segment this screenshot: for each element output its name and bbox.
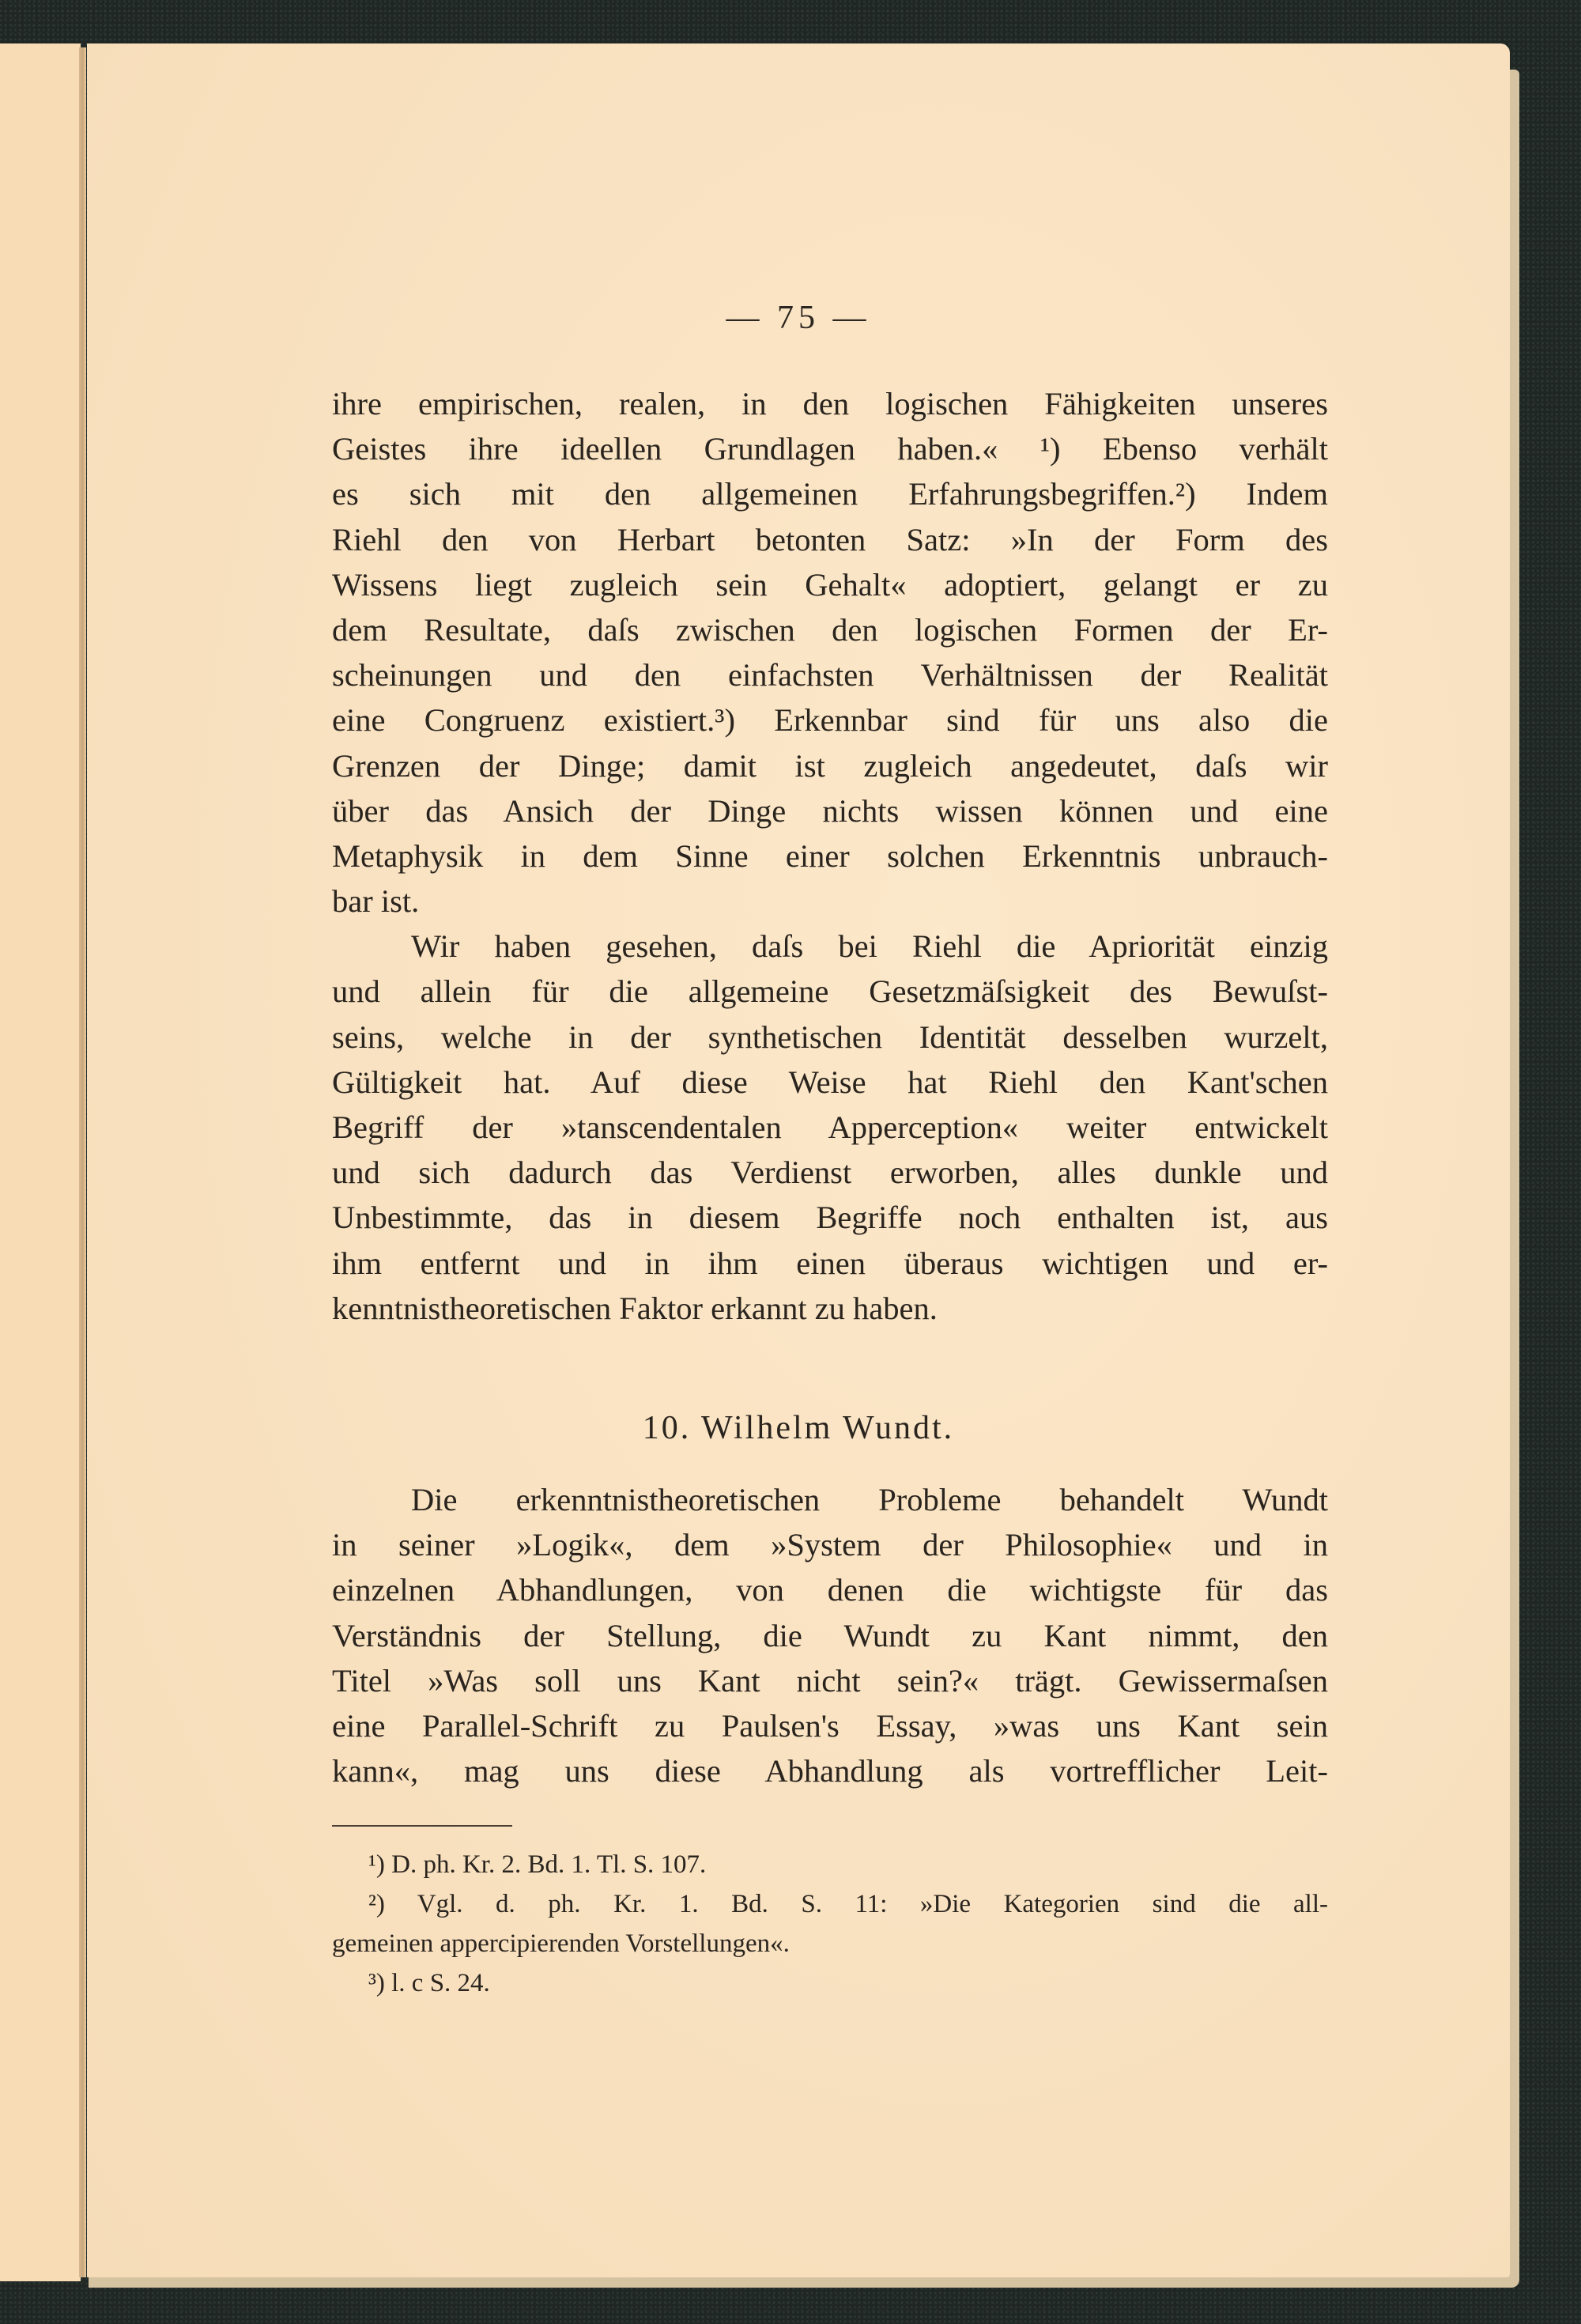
text-line: ihm entfernt und in ihm einen überaus wichtigen und er-	[332, 1245, 1328, 1281]
text-line: Grenzen der Dinge; damit ist zugleich angedeutet, daſs wir	[332, 747, 1328, 784]
text-line: Wir haben gesehen, daſs bei Riehl die Apriorität einzig	[411, 928, 1328, 965]
text-line: ihre empirischen, realen, in den logischen Fähigkeiten unseres	[332, 386, 1328, 421]
page-number: — 75 —	[726, 300, 871, 336]
text-line: Verständnis der Stellung, die Wundt zu Kant nimmt, den	[332, 1617, 1328, 1653]
text-line: und allein für die allgemeine Gesetzmäſsigkeit des Bewuſst-	[332, 973, 1328, 1010]
text-line: Riehl den von Herbart betonten Satz: »In der Form des	[332, 521, 1328, 557]
section-heading: 10. Wilhelm Wundt.	[642, 1410, 955, 1446]
text-line: und sich dadurch das Verdienst erworben, alles dunkle und	[332, 1154, 1328, 1191]
text-line: eine Parallel-Schrift zu Paulsen's Essay, »was uns Kant sein	[332, 1707, 1328, 1744]
text-line: es sich mit den allgemeinen Erfahrungsbegriffen.²) Indem	[332, 476, 1328, 512]
page-fold	[79, 47, 86, 2277]
footnote: ²) Vgl. d. ph. Kr. 1. Bd. S. 11: »Die Kategorien sind die all-	[368, 1890, 1328, 1918]
main-text	[332, 381, 1328, 1331]
text-line: scheinungen und den einfachsten Verhältnissen der Realität	[332, 657, 1328, 693]
text-line: einzelnen Abhandlungen, von denen die wichtigste für das	[332, 1572, 1328, 1608]
section-text	[332, 1477, 1328, 1793]
facing-page-edge	[0, 43, 81, 2281]
text-line: dem Resultate, daſs zwischen den logischen Formen der Er-	[332, 611, 1328, 648]
text-line: kenntnistheoretischen Faktor erkannt zu haben.	[332, 1290, 938, 1326]
footnote: ³) l. c S. 24.	[368, 1969, 490, 1997]
text-line: kann«, mag uns diese Abhandlung als vortrefflicher Leit-	[332, 1753, 1328, 1789]
text-line: Titel »Was soll uns Kant nicht sein?« trägt. Gewissermaſsen	[332, 1662, 1328, 1699]
footnote-continuation: gemeinen appercipierenden Vorstellungen«.	[332, 1929, 790, 1958]
text-line: über das Ansich der Dinge nichts wissen können und eine	[332, 792, 1328, 829]
footnote-rule	[332, 1825, 512, 1827]
text-line: Gültigkeit hat. Auf diese Weise hat Riehl den Kant'schen	[332, 1064, 1328, 1100]
text-line: Geistes ihre ideellen Grundlagen haben.« ¹) Ebenso verhält	[332, 431, 1328, 467]
text-line: Wissens liegt zugleich sein Gehalt« adoptiert, gelangt er zu	[332, 566, 1328, 603]
text-line: Begriff der »tanscendentalen Apperception« weiter entwickelt	[332, 1109, 1328, 1145]
footnote: ¹) D. ph. Kr. 2. Bd. 1. Tl. S. 107.	[368, 1850, 707, 1879]
text-line: in seiner »Logik«, dem »System der Philosophie« und in	[332, 1527, 1328, 1563]
book-page	[87, 43, 1510, 2277]
text-line: Unbestimmte, das in diesem Begriffe noch enthalten ist, aus	[332, 1200, 1328, 1236]
text-line: eine Congruenz existiert.³) Erkennbar sind für uns also die	[332, 702, 1328, 739]
text-line: seins, welche in der synthetischen Identität desselben wurzelt,	[332, 1018, 1328, 1055]
text-line: Die erkenntnistheoretischen Probleme behandelt Wundt	[411, 1482, 1328, 1517]
footnotes	[332, 1845, 1328, 2003]
text-line: Metaphysik in dem Sinne einer solchen Erkenntnis unbrauch-	[332, 837, 1328, 874]
text-line: bar ist.	[332, 883, 420, 920]
